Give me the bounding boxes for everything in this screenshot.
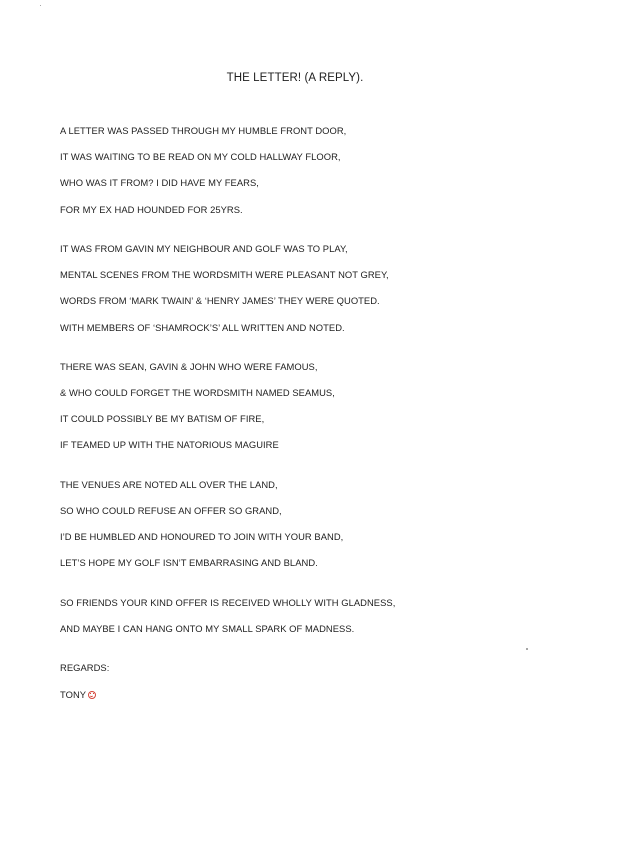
poem-line: FOR MY EX HAD HOUNDED FOR 25YRS.	[60, 203, 243, 215]
poem-line: LET’S HOPE MY GOLF ISN’T EMBARRASING AND BLAND.	[60, 557, 318, 569]
poem-line: IT WAS FROM GAVIN MY NEIGHBOUR AND GOLF WAS TO PLAY,	[60, 242, 348, 254]
poem-line: THERE WAS SEAN, GAVIN & JOHN WHO WERE FAMOUS,	[60, 360, 318, 372]
poem-line: I’D BE HUMBLED AND HONOURED TO JOIN WITH YOUR BAND,	[60, 531, 344, 543]
scan-speck	[526, 648, 528, 650]
closing-text: REGARDS:	[60, 662, 110, 674]
poem-line: MENTAL SCENES FROM THE WORDSMITH WERE PLEASANT NOT GREY,	[60, 269, 389, 281]
poem-line: IT COULD POSSIBLY BE MY BATISM OF FIRE,	[60, 413, 265, 425]
scan-speck	[40, 5, 41, 6]
smiley-face-icon	[88, 691, 96, 699]
poem-line: SO FRIENDS YOUR KIND OFFER IS RECEIVED WHOLLY WITH GLADNESS,	[60, 596, 396, 608]
signature-name: TONY	[60, 688, 87, 700]
poem-line: WORDS FROM ‘MARK TWAIN’ & ‘HENRY JAMES’ THEY WERE QUOTED.	[60, 295, 380, 307]
poem-line: THE VENUES ARE NOTED ALL OVER THE LAND,	[60, 478, 278, 490]
stanza-2	[60, 242, 580, 334]
stanza-3	[60, 360, 580, 452]
page-title: THE LETTER! (A REPLY).	[226, 72, 364, 84]
sign-off	[60, 661, 580, 700]
poem-line: & WHO COULD FORGET THE WORDSMITH NAMED SEAMUS,	[60, 387, 335, 399]
stanza-4	[60, 478, 580, 570]
poem-line: WITH MEMBERS OF ‘SHAMROCK’S’ ALL WRITTEN AND NOTED.	[60, 321, 345, 333]
poem-line: IT WAS WAITING TO BE READ ON MY COLD HALLWAY FLOOR,	[60, 151, 341, 163]
stanza-1	[60, 124, 580, 216]
poem-line: IF TEAMED UP WITH THE NATORIOUS MAGUIRE	[60, 439, 279, 451]
stanza-5	[60, 596, 580, 635]
poem-body	[60, 124, 580, 714]
poem-line: SO WHO COULD REFUSE AN OFFER SO GRAND,	[60, 505, 282, 517]
poem-line: AND MAYBE I CAN HANG ONTO MY SMALL SPARK OF MADNESS.	[60, 623, 355, 634]
poem-line: WHO WAS IT FROM? I DID HAVE MY FEARS,	[60, 177, 259, 189]
poem-line: A LETTER WAS PASSED THROUGH MY HUMBLE FRONT DOOR,	[60, 125, 347, 136]
signature-line	[60, 688, 580, 701]
